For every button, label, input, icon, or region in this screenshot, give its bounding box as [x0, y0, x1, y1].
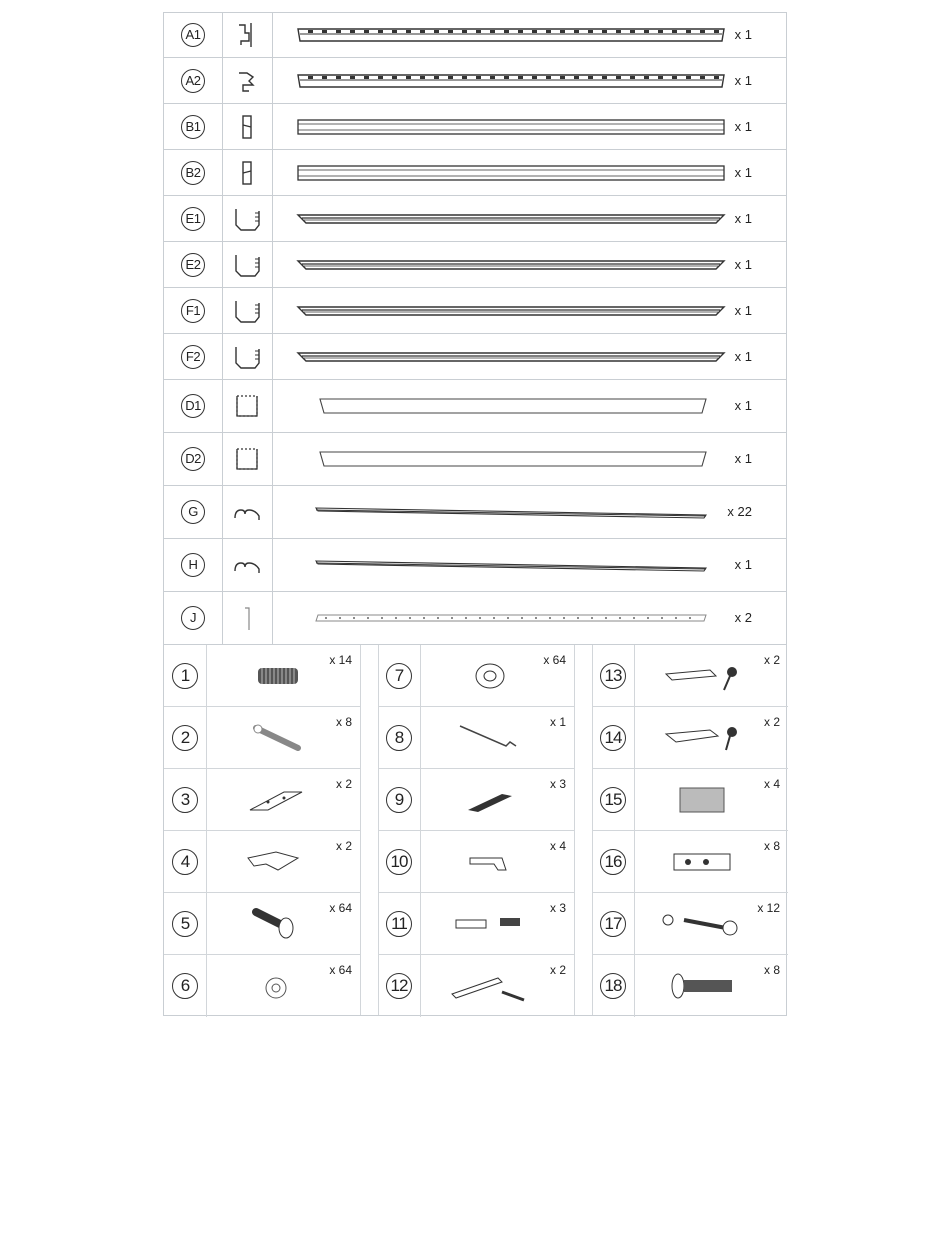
- hardware-number-cell: [592, 645, 635, 706]
- profile-row: [163, 539, 787, 592]
- profile-section-icon: [233, 445, 261, 473]
- long-bolt-icon: [656, 968, 746, 1004]
- profile-drawing-cell: [272, 486, 786, 538]
- profile-section-icon: [233, 251, 261, 279]
- profile-row: [163, 104, 787, 150]
- connector-block-icon: [656, 844, 746, 880]
- part-code: F2: [181, 345, 205, 369]
- hardware-number-cell: [592, 893, 635, 954]
- hardware-item: [592, 831, 788, 893]
- bracket-icon: [442, 782, 532, 818]
- hardware-quantity: x 8: [763, 839, 780, 853]
- profile-drawing-cell: [272, 13, 786, 57]
- part-quantity: x 1: [734, 210, 752, 226]
- part-code: F1: [181, 299, 205, 323]
- profile-row: [163, 486, 787, 539]
- profile-section-icon: [233, 297, 261, 325]
- profile-drawing-cell: [272, 58, 786, 103]
- profile-row: [163, 334, 787, 380]
- part-quantity: x 1: [734, 557, 752, 572]
- hardware-number: 16: [600, 849, 626, 875]
- part-code: J: [181, 606, 205, 630]
- nut-icon: [442, 658, 532, 694]
- hardware-parts-table: [163, 644, 787, 1016]
- hardware-item: [378, 645, 574, 707]
- part-quantity: x 1: [734, 398, 752, 413]
- part-quantity: x 1: [734, 118, 752, 134]
- part-code: B1: [181, 115, 205, 139]
- hardware-number-cell: [164, 893, 207, 954]
- mesh-pad-icon: [656, 782, 746, 818]
- hardware-item: [164, 831, 360, 893]
- profile-section-cell: [222, 242, 273, 287]
- short-bolt-icon: [228, 906, 318, 942]
- hardware-number-cell: [164, 769, 207, 830]
- part-code-cell: [164, 380, 223, 432]
- part-code-cell: [164, 196, 223, 241]
- profile-section-icon: [233, 159, 261, 187]
- hardware-number: 10: [386, 849, 412, 875]
- profile-section-icon: [233, 113, 261, 141]
- column-divider: [360, 645, 361, 1015]
- profile-row: [163, 433, 787, 486]
- hardware-item: [592, 893, 788, 955]
- profile-drawing-cell: [272, 433, 786, 485]
- profile-row: [163, 592, 787, 645]
- part-quantity: x 1: [734, 451, 752, 466]
- profile-row: [163, 58, 787, 104]
- part-quantity: x 1: [734, 27, 752, 42]
- part-code: E2: [181, 253, 205, 277]
- profile-section-icon: [233, 604, 261, 632]
- part-code-cell: [164, 242, 223, 287]
- profile-section-icon: [233, 67, 261, 95]
- hardware-number: 17: [600, 911, 626, 937]
- profile-row: [163, 196, 787, 242]
- plate-and-screw-icon: [656, 658, 746, 694]
- hardware-item: [164, 769, 360, 831]
- part-code-cell: [164, 334, 223, 379]
- hardware-number: 4: [172, 849, 198, 875]
- hardware-number: 8: [386, 725, 412, 751]
- part-code-cell: [164, 592, 223, 644]
- hardware-quantity: x 8: [335, 715, 352, 729]
- hardware-quantity: x 3: [549, 777, 566, 791]
- profile-section-cell: [222, 592, 273, 644]
- profile-row: [163, 150, 787, 196]
- profile-section-cell: [222, 58, 273, 103]
- diamond-plate-icon: [228, 782, 318, 818]
- hardware-number-cell: [592, 831, 635, 892]
- part-quantity: x 1: [734, 348, 752, 364]
- hardware-item: [592, 955, 788, 1017]
- profile-section-icon: [233, 498, 261, 526]
- column-divider: [574, 645, 575, 1015]
- hardware-quantity: x 12: [757, 901, 780, 915]
- profile-section-cell: [222, 288, 273, 333]
- strip-and-screw-icon: [442, 968, 532, 1004]
- hardware-quantity: x 3: [549, 901, 566, 915]
- profile-section-icon: [233, 205, 261, 233]
- part-code: D1: [181, 394, 205, 418]
- hardware-number: 9: [386, 787, 412, 813]
- hardware-quantity: x 14: [329, 653, 352, 667]
- profile-drawing-cell: [272, 196, 786, 241]
- part-code-cell: [164, 433, 223, 485]
- hardware-number-cell: [164, 645, 207, 706]
- hardware-number-cell: [378, 893, 421, 954]
- profile-row: [163, 380, 787, 433]
- hardware-item: [378, 707, 574, 769]
- profile-section-icon: [233, 343, 261, 371]
- hardware-number-cell: [164, 831, 207, 892]
- part-quantity: x 1: [734, 164, 752, 180]
- hardware-item: [164, 707, 360, 769]
- hardware-item: [592, 707, 788, 769]
- part-code: H: [181, 553, 205, 577]
- profile-section-cell: [222, 433, 273, 485]
- channel-and-screw-icon: [656, 720, 746, 756]
- profile-section-icon: [233, 392, 261, 420]
- hardware-number: 5: [172, 911, 198, 937]
- profile-section-cell: [222, 539, 273, 591]
- part-code: G: [181, 500, 205, 524]
- hardware-number: 18: [600, 973, 626, 999]
- hardware-number: 14: [600, 725, 626, 751]
- block-and-screw-icon: [442, 906, 532, 942]
- profile-section-cell: [222, 104, 273, 149]
- hinge-pin-icon: [228, 720, 318, 756]
- profile-drawing-cell: [272, 380, 786, 432]
- profile-row: [163, 12, 787, 58]
- hardware-item: [164, 955, 360, 1017]
- profile-section-cell: [222, 13, 273, 57]
- hardware-number-cell: [378, 707, 421, 768]
- part-quantity: x 1: [734, 72, 752, 88]
- hardware-quantity: x 1: [549, 715, 566, 729]
- rod-icon: [442, 720, 532, 756]
- hardware-number-cell: [378, 955, 421, 1017]
- hardware-number: 6: [172, 973, 198, 999]
- hardware-quantity: x 8: [763, 963, 780, 977]
- hardware-number: 7: [386, 663, 412, 689]
- hardware-quantity: x 2: [335, 777, 352, 791]
- profile-section-cell: [222, 380, 273, 432]
- profile-section-icon: [233, 551, 261, 579]
- part-quantity: x 22: [727, 504, 752, 519]
- hardware-quantity: x 4: [549, 839, 566, 853]
- hardware-number: 13: [600, 663, 626, 689]
- hardware-quantity: x 64: [329, 901, 352, 915]
- hardware-quantity: x 4: [763, 777, 780, 791]
- hardware-number-cell: [164, 955, 207, 1017]
- hardware-item: [592, 769, 788, 831]
- profile-drawing-cell: [272, 334, 786, 379]
- profile-row: [163, 242, 787, 288]
- profile-drawing-cell: [272, 288, 786, 333]
- hardware-number-cell: [592, 769, 635, 830]
- profile-section-icon: [233, 21, 261, 49]
- hardware-number: 3: [172, 787, 198, 813]
- part-code-cell: [164, 486, 223, 538]
- part-quantity: x 2: [734, 610, 752, 625]
- hardware-number-cell: [592, 955, 635, 1017]
- part-quantity: x 1: [734, 256, 752, 272]
- profile-parts-table: [163, 12, 787, 645]
- profile-drawing-cell: [272, 539, 786, 591]
- hardware-number: 11: [386, 911, 412, 937]
- profile-drawing-cell: [272, 150, 786, 195]
- part-code: A1: [181, 23, 205, 47]
- profile-drawing-cell: [272, 242, 786, 287]
- part-code-cell: [164, 104, 223, 149]
- profile-drawing-cell: [272, 592, 786, 644]
- hardware-item: [378, 769, 574, 831]
- hardware-quantity: x 2: [335, 839, 352, 853]
- profile-section-cell: [222, 486, 273, 538]
- profile-drawing-cell: [272, 104, 786, 149]
- corner-plate-icon: [228, 844, 318, 880]
- hardware-quantity: x 64: [543, 653, 566, 667]
- part-code: B2: [181, 161, 205, 185]
- part-quantity: x 1: [734, 302, 752, 318]
- profile-section-cell: [222, 196, 273, 241]
- hardware-item: [164, 645, 360, 707]
- hardware-item: [164, 893, 360, 955]
- part-code-cell: [164, 13, 223, 57]
- hardware-item: [378, 955, 574, 1017]
- bolt-icon: [228, 658, 318, 694]
- hardware-item: [378, 831, 574, 893]
- hardware-number-cell: [378, 769, 421, 830]
- part-code-cell: [164, 58, 223, 103]
- hardware-quantity: x 2: [763, 653, 780, 667]
- hardware-number-cell: [378, 831, 421, 892]
- hardware-item: [378, 893, 574, 955]
- hardware-quantity: x 2: [763, 715, 780, 729]
- hardware-number: 2: [172, 725, 198, 751]
- part-code-cell: [164, 288, 223, 333]
- washer-icon: [228, 968, 318, 1004]
- angle-plate-icon: [442, 844, 532, 880]
- hardware-number-cell: [378, 645, 421, 706]
- hardware-number: 1: [172, 663, 198, 689]
- part-code-cell: [164, 150, 223, 195]
- part-code: A2: [181, 69, 205, 93]
- part-code: E1: [181, 207, 205, 231]
- profile-section-cell: [222, 334, 273, 379]
- part-code-cell: [164, 539, 223, 591]
- hardware-number-cell: [592, 707, 635, 768]
- washer-and-screw-icon: [656, 906, 746, 942]
- hardware-quantity: x 2: [549, 963, 566, 977]
- profile-section-cell: [222, 150, 273, 195]
- hardware-number: 15: [600, 787, 626, 813]
- hardware-quantity: x 64: [329, 963, 352, 977]
- hardware-number-cell: [164, 707, 207, 768]
- hardware-item: [592, 645, 788, 707]
- hardware-number: 12: [386, 973, 412, 999]
- profile-row: [163, 288, 787, 334]
- part-code: D2: [181, 447, 205, 471]
